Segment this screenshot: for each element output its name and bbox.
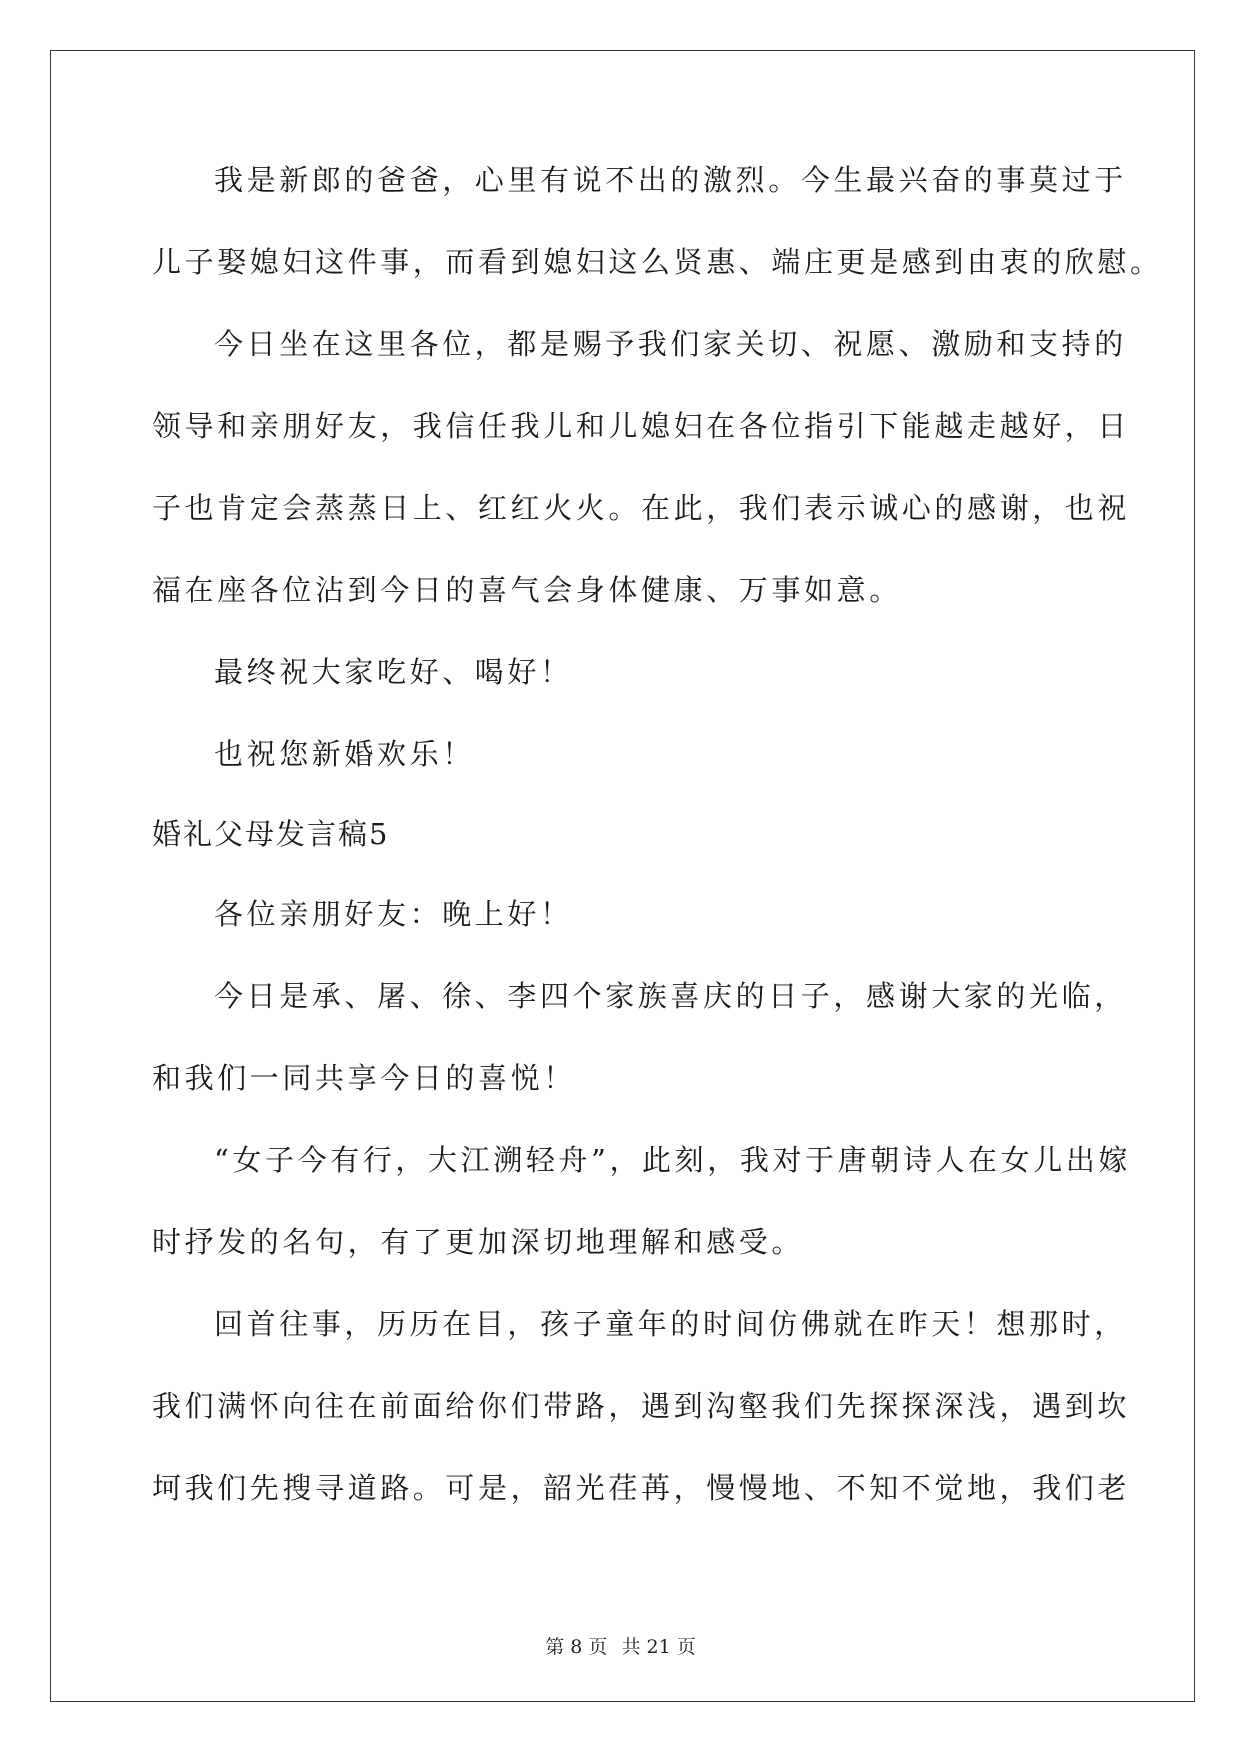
paragraph-line: 今日是承、屠、徐、李四个家族喜庆的日子，感谢大家的光临， <box>214 979 1127 1013</box>
paragraph-line: 最终祝大家吃好、喝好！ <box>214 655 573 689</box>
paragraph-line: 回首往事，历历在目，孩子童年的时间仿佛就在昨天！想那时， <box>214 1307 1127 1341</box>
paragraph-line: 也祝您新婚欢乐！ <box>214 737 475 771</box>
paragraph-line: 领导和亲朋好友，我信任我儿和儿媳妇在各位指引下能越走越好，日 <box>152 409 1131 443</box>
page-number: 第 8 页 <box>545 1636 608 1658</box>
paragraph-line: 我是新郎的爸爸，心里有说不出的激烈。今生最兴奋的事莫过于 <box>214 163 1127 197</box>
paragraph-line: 和我们一同共享今日的喜悦！ <box>152 1061 576 1095</box>
paragraph-line: 儿子娶媳妇这件事，而看到媳妇这么贤惠、端庄更是感到由衷的欣慰。 <box>152 245 1163 279</box>
page-total: 共 21 页 <box>621 1636 696 1658</box>
paragraph-line: 时抒发的名句，有了更加深切地理解和感受。 <box>152 1225 805 1259</box>
section-heading: 婚礼父母发言稿5 <box>152 817 390 851</box>
paragraph-line: 坷我们先搜寻道路。可是，韶光荏苒，慢慢地、不知不觉地，我们老 <box>152 1471 1131 1505</box>
paragraph-line: 各位亲朋好友：晚上好！ <box>214 897 573 931</box>
page-border <box>50 50 1195 1702</box>
paragraph-line: 今日坐在这里各位，都是赐予我们家关切、祝愿、激励和支持的 <box>214 327 1127 361</box>
page-footer <box>0 1632 1241 1659</box>
paragraph-line: “女子今有行，大江溯轻舟”，此刻，我对于唐朝诗人在女儿出嫁 <box>214 1143 1132 1177</box>
paragraph-line: 子也肯定会蒸蒸日上、红红火火。在此，我们表示诚心的感谢，也祝 <box>152 491 1131 525</box>
paragraph-line: 我们满怀向往在前面给你们带路，遇到沟壑我们先探探深浅，遇到坎 <box>152 1389 1131 1423</box>
paragraph-line: 福在座各位沾到今日的喜气会身体健康、万事如意。 <box>152 573 902 607</box>
